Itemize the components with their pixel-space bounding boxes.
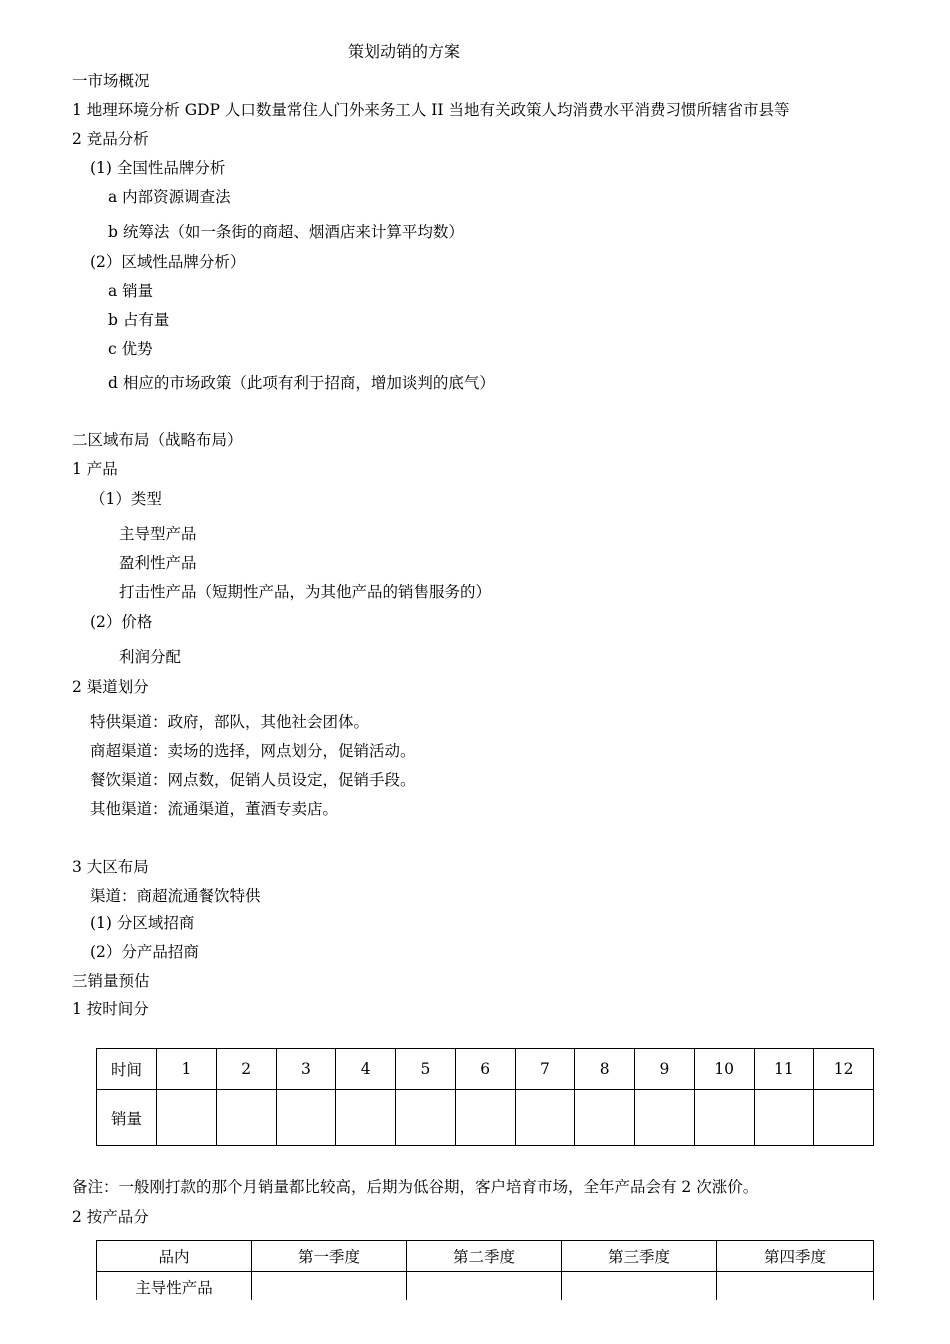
table-row-label: 主导性产品: [97, 1272, 252, 1301]
table-cell: [252, 1272, 407, 1301]
item-market-policy: d 相应的市场政策（此项有利于招商，增加谈判的底气）: [108, 374, 495, 392]
table-header-cell: 第三季度: [562, 1241, 717, 1272]
table-row: [97, 1272, 874, 1301]
item-special-channel: 特供渠道：政府，部队，其他社会团体。: [90, 713, 370, 731]
table-header-cell: 11: [754, 1049, 814, 1090]
subheading-product: 1 产品: [72, 460, 118, 478]
document-title: 策划动销的方案: [348, 42, 461, 61]
item-region-investment: (1) 分区域招商: [90, 914, 195, 932]
table-header-cell: 3: [276, 1049, 336, 1090]
item-national-brand: (1) 全国性品牌分析: [90, 159, 226, 177]
subheading-by-time: 1 按时间分: [72, 1000, 149, 1018]
item-other-channel: 其他渠道：流通渠道，董酒专卖店。: [90, 800, 339, 818]
item-type: （1）类型: [90, 490, 162, 508]
text-line-geo-analysis: 1 地理环境分析 GDP 人口数量常住人门外来务工人 II 当地有关政策人均消费水平消费习惯所辖省市县等: [72, 101, 790, 119]
subheading-competitor: 2 竞品分析: [72, 130, 149, 148]
sales-by-product-table: [96, 1240, 874, 1300]
table-header-cell: 1: [157, 1049, 217, 1090]
item-profit-distribution: 利润分配: [119, 648, 182, 666]
table-header-cell: 第二季度: [407, 1241, 562, 1272]
item-price: (2）价格: [90, 613, 153, 631]
item-catering-channel: 餐饮渠道：网点数，促销人员设定，促销手段。: [90, 771, 416, 789]
item-leading-product: 主导型产品: [119, 525, 197, 543]
item-market-share: b 占有量: [108, 311, 170, 329]
table-header-cell: 9: [635, 1049, 695, 1090]
subheading-channel: 2 渠道划分: [72, 678, 149, 696]
table-header-cell: 10: [694, 1049, 754, 1090]
item-regional-brand: (2）区域性品牌分析）: [90, 253, 246, 271]
table-header-cell: 12: [814, 1049, 874, 1090]
subheading-region-layout: 3 大区布局: [72, 858, 149, 876]
subheading-by-product: 2 按产品分: [72, 1208, 149, 1226]
table-header-row: [97, 1241, 874, 1272]
item-product-investment: (2）分产品招商: [90, 943, 199, 961]
table-header-cell: 5: [396, 1049, 456, 1090]
note-text: 备注：一般刚打款的那个月销量都比较高，后期为低谷期，客户培育市场，全年产品会有 2 次涨价。: [72, 1178, 759, 1196]
table-cell: [562, 1272, 717, 1301]
table-header-cell: 6: [455, 1049, 515, 1090]
item-advantage: c 优势: [108, 340, 153, 358]
table-header-cell: 4: [336, 1049, 396, 1090]
table-header-cell: 8: [575, 1049, 635, 1090]
table-cell: [717, 1272, 874, 1301]
item-profit-product: 盈利性产品: [119, 554, 197, 572]
table-header-cell: 品内: [97, 1241, 252, 1272]
table-row-label: 销量: [97, 1090, 157, 1146]
table-header-cell: 时间: [97, 1049, 157, 1090]
item-channels: 渠道：商超流通餐饮特供: [90, 887, 261, 905]
table-header-cell: 7: [515, 1049, 575, 1090]
table-header-cell: 第一季度: [252, 1241, 407, 1272]
table-header-cell: 2: [216, 1049, 276, 1090]
table-cell: [407, 1272, 562, 1301]
item-supermarket-channel: 商超渠道：卖场的选择，网点划分，促销活动。: [90, 742, 416, 760]
item-statistics-method: b 统筹法（如一条街的商超、烟酒店来计算平均数）: [108, 223, 464, 241]
item-internal-survey: a 内部资源调查法: [108, 188, 231, 206]
section-heading-sales-forecast: 三销量预估: [72, 972, 150, 990]
section-heading-market: 一市场概况: [72, 72, 150, 90]
section-heading-regional-layout: 二区域布局（战略布局）: [72, 431, 243, 449]
item-sales-volume: a 销量: [108, 282, 154, 300]
item-strike-product: 打击性产品（短期性产品，为其他产品的销售服务的）: [119, 583, 492, 601]
table-header-cell: 第四季度: [717, 1241, 874, 1272]
